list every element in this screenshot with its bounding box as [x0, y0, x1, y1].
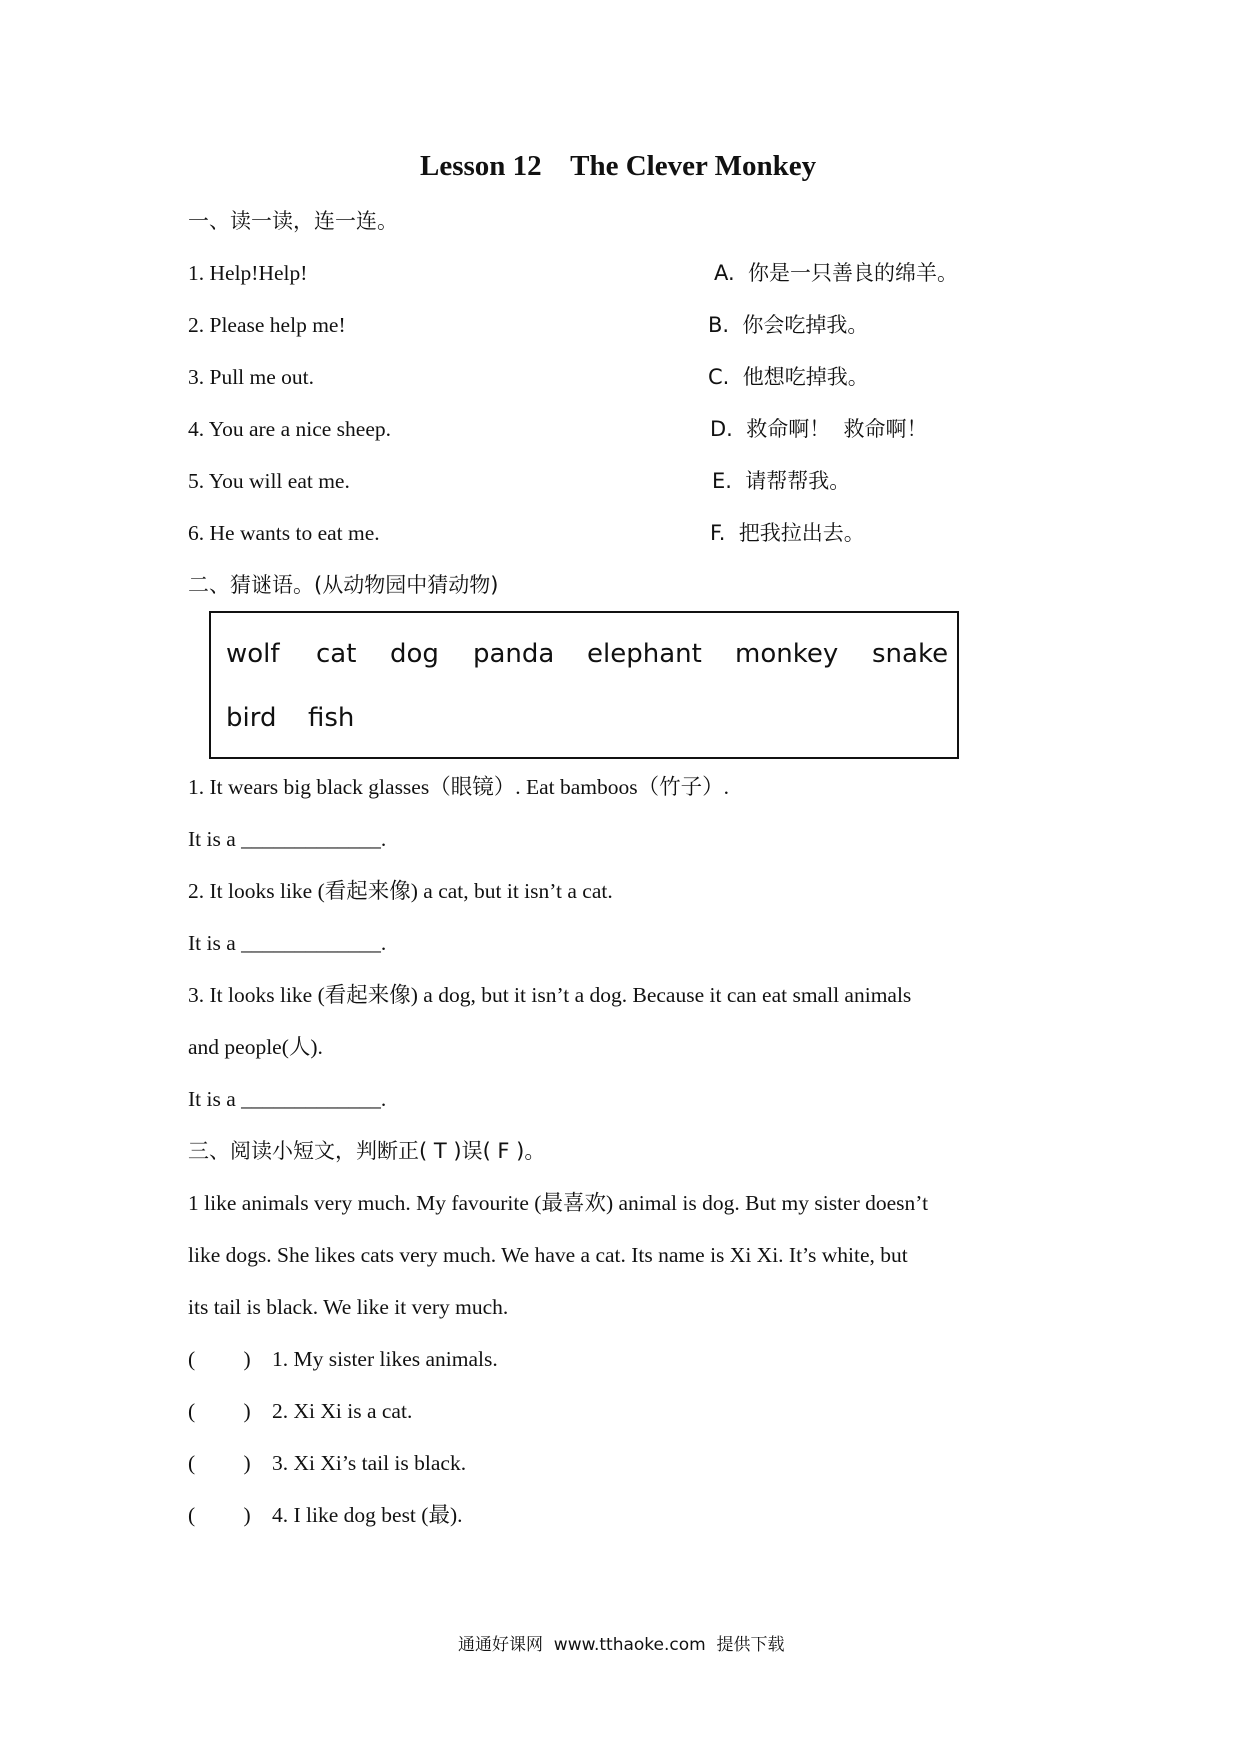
- passage-line-1: 1 like animals very much. My favourite (最喜欢) animal is dog. But my sister doesn’t: [188, 1191, 929, 1215]
- match-right-d: D. 救命啊！ 救命啊！: [710, 417, 928, 441]
- page-title: Lesson 12 The Clever Monkey: [420, 150, 817, 182]
- riddle-2-answer: It is a _____________.: [188, 931, 387, 955]
- match-right-b: B. 你会吃掉我。: [708, 313, 869, 337]
- tf-blank-3[interactable]: ( ): [188, 1451, 251, 1475]
- tf-statement-1: 1. My sister likes animals.: [272, 1347, 498, 1371]
- match-right-c: C. 他想吃掉我。: [708, 365, 869, 389]
- word-panda: panda: [473, 639, 555, 669]
- footer-credit: 通通好课网 www.tthaoke.com 提供下载: [458, 1635, 785, 1655]
- word-dog: dog: [390, 639, 439, 669]
- section3-heading: 三、阅读小短文，判断正( T )误( F )。: [188, 1139, 546, 1163]
- word-bird: bird: [226, 703, 277, 733]
- word-bank: [209, 611, 959, 759]
- word-wolf: wolf: [226, 639, 280, 669]
- section2-heading: 二、猜谜语。(从动物园中猜动物): [188, 573, 499, 597]
- passage-line-3: its tail is black. We like it very much.: [188, 1295, 509, 1319]
- riddle-3-answer: It is a _____________.: [188, 1087, 387, 1111]
- match-left-5: 5. You will eat me.: [188, 469, 350, 493]
- match-left-1: 1. Help!Help!: [188, 261, 308, 285]
- tf-statement-2: 2. Xi Xi is a cat.: [272, 1399, 413, 1423]
- word-monkey: monkey: [735, 639, 839, 669]
- match-left-6: 6. He wants to eat me.: [188, 521, 380, 545]
- tf-statement-3: 3. Xi Xi’s tail is black.: [272, 1451, 467, 1475]
- match-left-3: 3. Pull me out.: [188, 365, 315, 389]
- match-left-4: 4. You are a nice sheep.: [188, 417, 392, 441]
- word-cat: cat: [316, 639, 357, 669]
- match-right-e: E. 请帮帮我。: [712, 469, 851, 493]
- passage-line-2: like dogs. She likes cats very much. We have a cat. Its name is Xi Xi. It’s white, but: [188, 1243, 908, 1267]
- tf-blank-1[interactable]: ( ): [188, 1347, 251, 1371]
- match-left-2: 2. Please help me!: [188, 313, 346, 337]
- riddle-3-line2: and people(人).: [188, 1035, 323, 1059]
- riddle-1-answer: It is a _____________.: [188, 827, 387, 851]
- word-elephant: elephant: [587, 639, 702, 669]
- tf-blank-2[interactable]: ( ): [188, 1399, 251, 1423]
- riddle-2: 2. It looks like (看起来像) a cat, but it isn’t a cat.: [188, 879, 613, 903]
- riddle-1: 1. It wears big black glasses（眼镜）. Eat bamboos（竹子）.: [188, 775, 729, 799]
- tf-statement-4: 4. I like dog best (最).: [272, 1503, 463, 1527]
- tf-blank-4[interactable]: ( ): [188, 1503, 251, 1527]
- match-right-f: F. 把我拉出去。: [710, 521, 865, 545]
- match-right-a: A. 你是一只善良的绵羊。: [714, 261, 959, 285]
- word-fish: fish: [308, 703, 355, 733]
- riddle-3-line1: 3. It looks like (看起来像) a dog, but it isn’t a dog. Because it can eat small animals: [188, 983, 912, 1007]
- section1-heading: 一、读一读，连一连。: [188, 209, 398, 233]
- word-snake: snake: [872, 639, 949, 669]
